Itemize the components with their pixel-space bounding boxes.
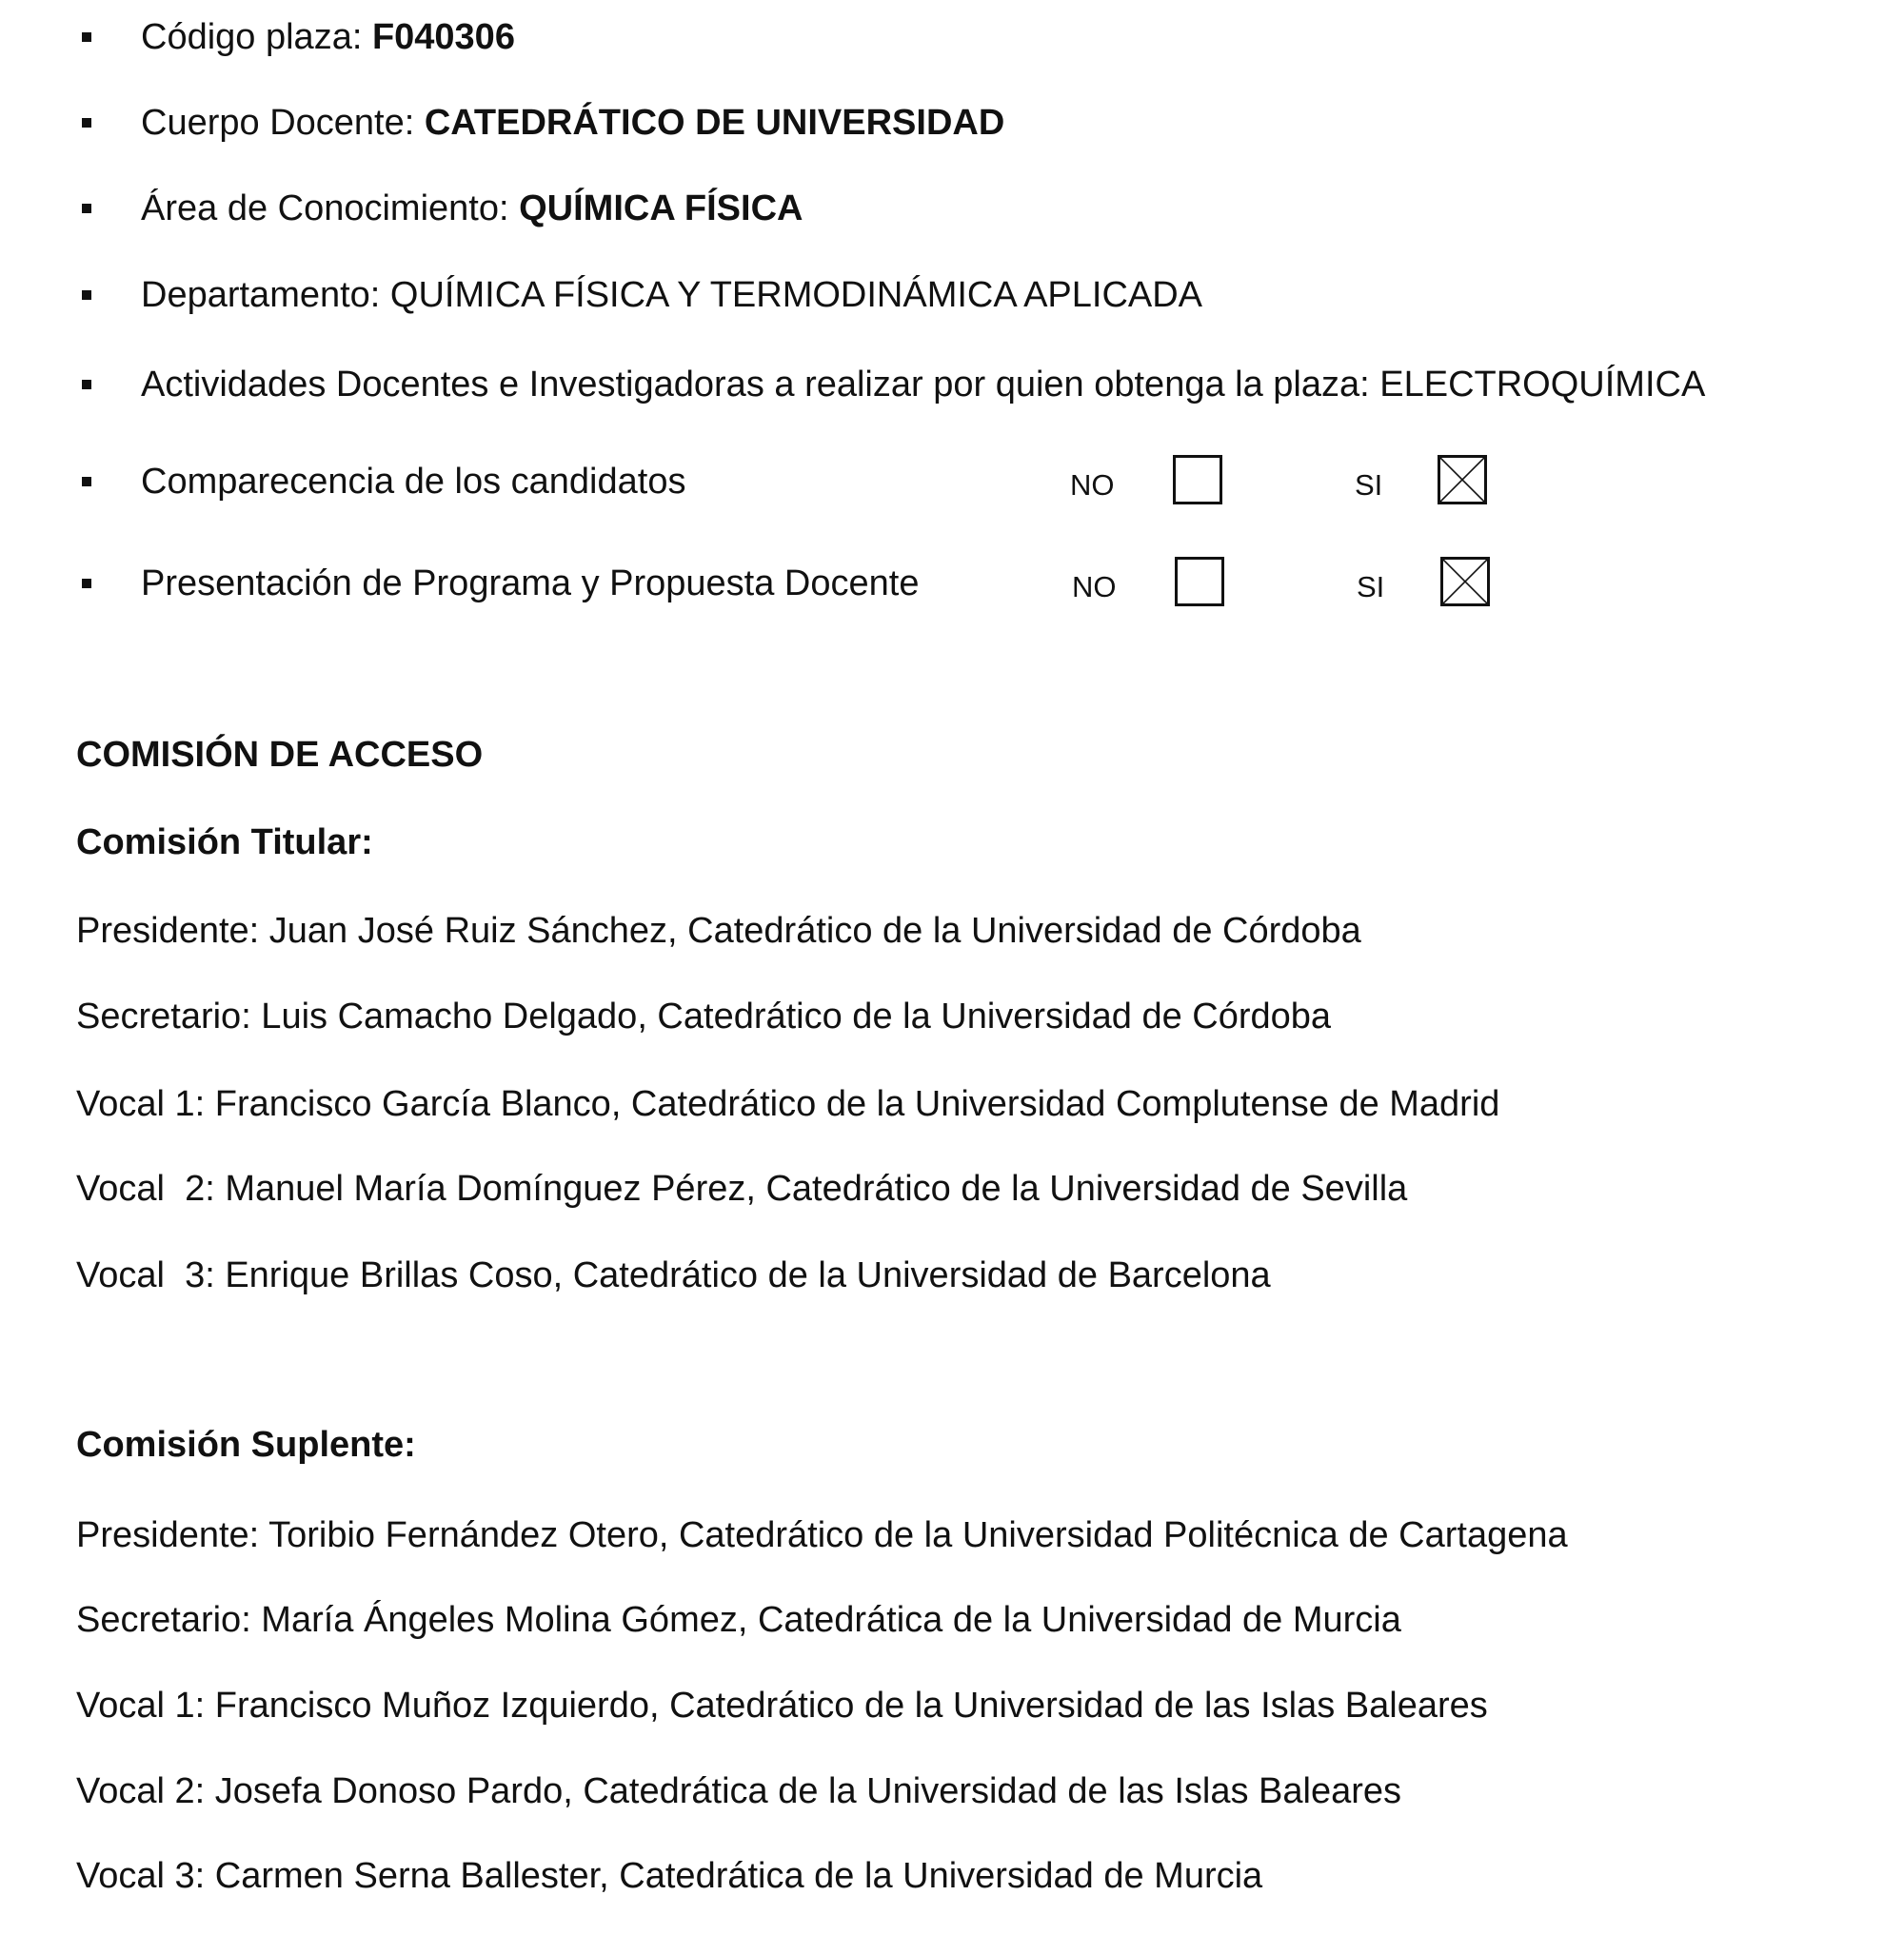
no-label: NO [1072, 570, 1117, 603]
member-text: Vocal 2: Josefa Donoso Pardo, Catedrática de la Universidad de las Islas Baleares [76, 1771, 1402, 1811]
no-checkbox[interactable] [1175, 557, 1224, 606]
member-text: Vocal 3: Enrique Brillas Coso, Catedrático de la Universidad de Barcelona [76, 1255, 1271, 1295]
no-checkbox[interactable] [1173, 455, 1222, 504]
member-text: Presidente: Toribio Fernández Otero, Catedrático de la Universidad Politécnica de Cartagena [76, 1515, 1568, 1555]
field-label: Área de Conocimiento: [141, 188, 520, 228]
heading-text: COMISIÓN DE ACCESO [76, 735, 484, 775]
member-text: Vocal 1: Francisco Muñoz Izquierdo, Catedrático de la Universidad de las Islas Baleares [76, 1686, 1488, 1726]
member-text: Presidente: Juan José Ruiz Sánchez, Catedrático de la Universidad de Córdoba [76, 911, 1361, 951]
si-label: SI [1357, 570, 1385, 603]
field-label: Actividades Docentes e Investigadoras a realizar por quien obtenga la plaza: [141, 365, 1380, 405]
x-mark-icon [1440, 458, 1484, 502]
bullet-icon [82, 477, 91, 486]
x-mark-icon [1443, 560, 1487, 603]
heading-text: Comisión Suplente: [76, 1425, 416, 1465]
bullet-icon [82, 118, 91, 128]
member-text: Secretario: María Ángeles Molina Gómez, Catedrática de la Universidad de Murcia [76, 1600, 1401, 1640]
field-value: ELECTROQUÍMICA [1379, 365, 1706, 405]
no-label: NO [1070, 468, 1115, 502]
field-value: CATEDRÁTICO DE UNIVERSIDAD [424, 103, 1005, 143]
check-label: Presentación de Programa y Propuesta Docente [141, 563, 920, 603]
si-checkbox[interactable] [1438, 455, 1487, 504]
field-value: QUÍMICA FÍSICA [519, 188, 803, 228]
bullet-icon [82, 32, 91, 42]
bullet-icon [82, 380, 91, 389]
member-text: Vocal 1: Francisco García Blanco, Catedrático de la Universidad Complutense de Madrid [76, 1084, 1500, 1124]
bullet-icon [82, 290, 91, 300]
bullet-icon [82, 204, 91, 213]
bullet-icon [82, 579, 91, 588]
field-value: QUÍMICA FÍSICA Y TERMODINÁMICA APLICADA [389, 275, 1203, 315]
heading-text: Comisión Titular: [76, 822, 373, 862]
member-text: Vocal 3: Carmen Serna Ballester, Catedrática de la Universidad de Murcia [76, 1856, 1263, 1896]
member-text: Vocal 2: Manuel María Domínguez Pérez, Catedrático de la Universidad de Sevilla [76, 1169, 1408, 1209]
si-checkbox[interactable] [1440, 557, 1490, 606]
check-presentacion [0, 560, 1904, 607]
check-label: Comparecencia de los candidatos [141, 462, 686, 502]
member-text: Secretario: Luis Camacho Delgado, Catedrático de la Universidad de Córdoba [76, 997, 1332, 1037]
check-comparecencia [0, 458, 1904, 505]
field-label: Cuerpo Docente: [141, 103, 425, 143]
field-label: Código plaza: [141, 17, 372, 57]
si-label: SI [1355, 468, 1383, 502]
field-label: Departamento: [141, 275, 390, 315]
field-value: F040306 [371, 17, 515, 57]
